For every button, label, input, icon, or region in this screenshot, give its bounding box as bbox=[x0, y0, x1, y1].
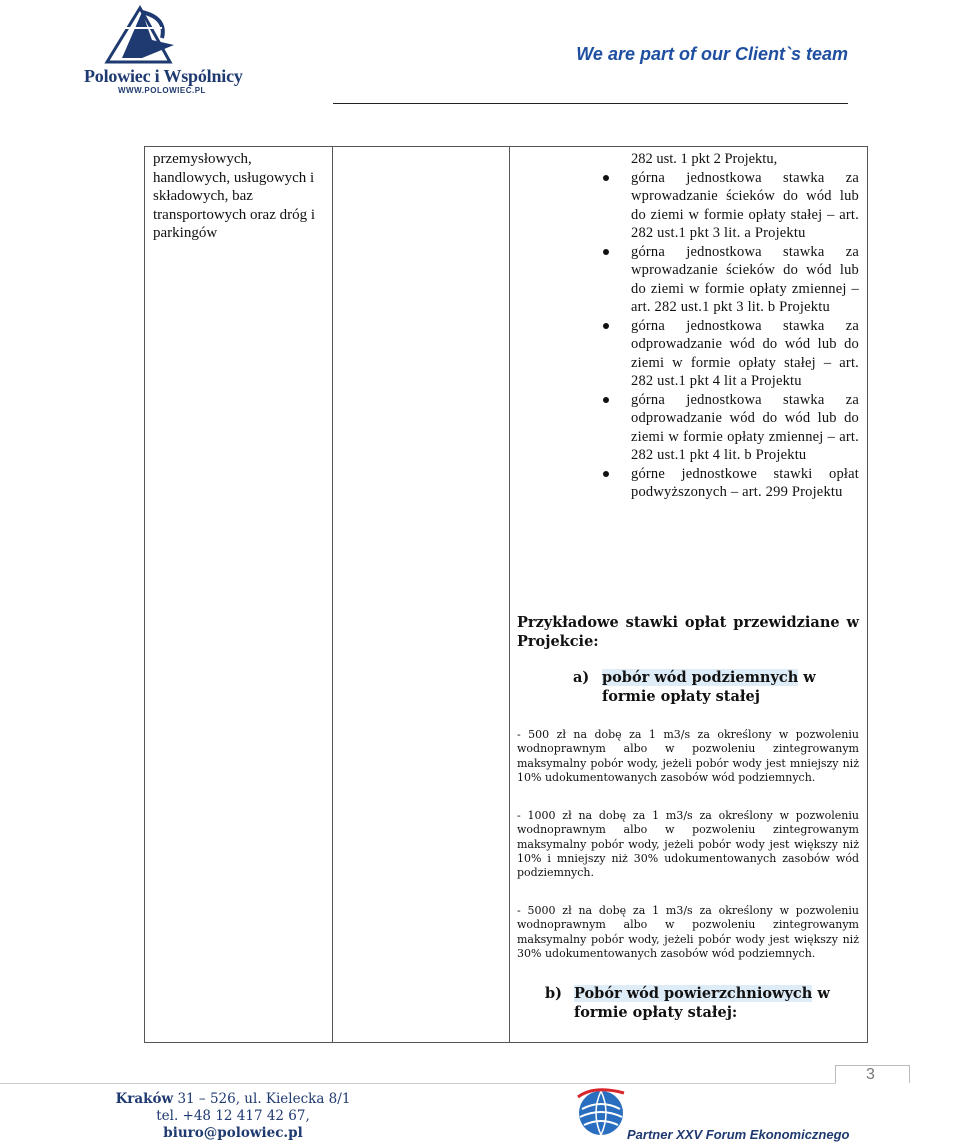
bullet-text: górna jednostkowa stawka za odprowadzanie wód do wód lub do ziemi w formie opłaty zmiennej – art. 282 ust.1 pkt 4 lit. b Projektu bbox=[631, 391, 859, 463]
footer-phone: tel. +48 12 417 42 67, bbox=[156, 1108, 310, 1124]
page-number: 3 bbox=[866, 1066, 875, 1083]
table-column-1 bbox=[145, 147, 333, 1042]
footer-rule bbox=[0, 1083, 836, 1084]
subsection-b-heading bbox=[545, 984, 859, 1022]
bullet-text: górna jednostkowa stawka za wprowadzanie ścieków do wód lub do ziemi w formie opłaty zmiennej – art. 282 ust.1 pkt 3 lit. b Projektu bbox=[631, 243, 859, 315]
header-tagline: We are part of our Client`s team bbox=[576, 44, 848, 64]
subsection-rest: w formie opłaty stałej bbox=[602, 669, 816, 705]
subsection-letter: a) bbox=[573, 669, 590, 686]
subsection-rest: w formie opłaty stałej: bbox=[574, 985, 830, 1021]
subsection-letter: b) bbox=[545, 985, 562, 1002]
footer-partner: Partner XXV Forum Ekonomicznego bbox=[627, 1127, 850, 1142]
bullet-icon bbox=[603, 471, 609, 477]
forum-globe-logo bbox=[574, 1083, 628, 1139]
bullet-icon bbox=[603, 249, 609, 255]
footer-address bbox=[98, 1091, 368, 1142]
bullet-icon bbox=[603, 397, 609, 403]
bullet-list bbox=[517, 169, 859, 502]
bullet-icon bbox=[603, 175, 609, 181]
bullet-icon bbox=[603, 323, 609, 329]
subsection-highlight: Pobór wód powierzchniowych bbox=[574, 985, 813, 1002]
footer-street: 31 – 526, ul. Kielecka 8/1 bbox=[173, 1091, 351, 1107]
footer-email: biuro@polowiec.pl bbox=[163, 1125, 303, 1141]
list-item bbox=[517, 317, 859, 391]
intro-line: 282 ust. 1 pkt 2 Projektu, bbox=[631, 151, 778, 167]
table-column-2 bbox=[333, 147, 510, 1042]
logo-url: WWW.POLOWIEC.PL bbox=[118, 86, 206, 95]
bullet-text: górna jednostkowa stawka za odprowadzanie wód do wód lub do ziemi w formie opłaty stałej – art. 282 ust.1 pkt 4 lit a Projektu bbox=[631, 317, 859, 389]
subsection-highlight: pobór wód podziemnych bbox=[602, 669, 799, 686]
list-item bbox=[517, 169, 859, 243]
bullet-text: górne jednostkowe stawki opłat podwyższonych – art. 299 Projektu bbox=[631, 465, 859, 500]
list-item bbox=[517, 391, 859, 465]
subsection-a-heading bbox=[573, 668, 859, 706]
examples-heading: Przykładowe stawki opłat przewidziane w Projekcie: bbox=[517, 614, 859, 650]
facility-types-text: przemysłowych, handlowych, usługowych i składowych, baz transportowych oraz dróg i parkingów bbox=[153, 151, 316, 241]
header-rule bbox=[333, 103, 848, 104]
list-item bbox=[517, 243, 859, 317]
bullet-text: górna jednostkowa stawka za wprowadzanie ścieków do wód lub do ziemi w formie opłaty stałej – art. 282 ust.1 pkt 3 lit. a Projektu bbox=[631, 169, 859, 241]
list-item bbox=[517, 465, 859, 502]
rate-paragraph: - 5000 zł na dobę za 1 m3/s za określony w pozwoleniu wodnoprawnym albo w pozwoleniu zintegrowanym maksymalny pobór wody, jeżeli pobór wody jest większy niż 30% udokumentowanych zasobów wód podziemnych. bbox=[517, 904, 859, 960]
rate-paragraph: - 500 zł na dobę za 1 m3/s za określony w pozwoleniu wodnoprawnym albo w pozwoleniu zintegrowanym maksymalny pobór wody, jeżeli pobór wody jest mniejszy niż 10% udokumentowanych zasobów wód podziemnych. bbox=[517, 728, 859, 784]
logo-name: Polowiec i Wspólnicy bbox=[84, 66, 243, 86]
fees-table bbox=[144, 146, 868, 1043]
rate-paragraph: - 1000 zł na dobę za 1 m3/s za określony w pozwoleniu wodnoprawnym albo w pozwoleniu zintegrowanym maksymalny pobór wody, jeżeli pobór wody jest większy niż 10% i mniejszy niż 30% udokumentowanych zasobów wód podziemnych. bbox=[517, 809, 859, 880]
footer-city: Kraków bbox=[115, 1091, 174, 1107]
